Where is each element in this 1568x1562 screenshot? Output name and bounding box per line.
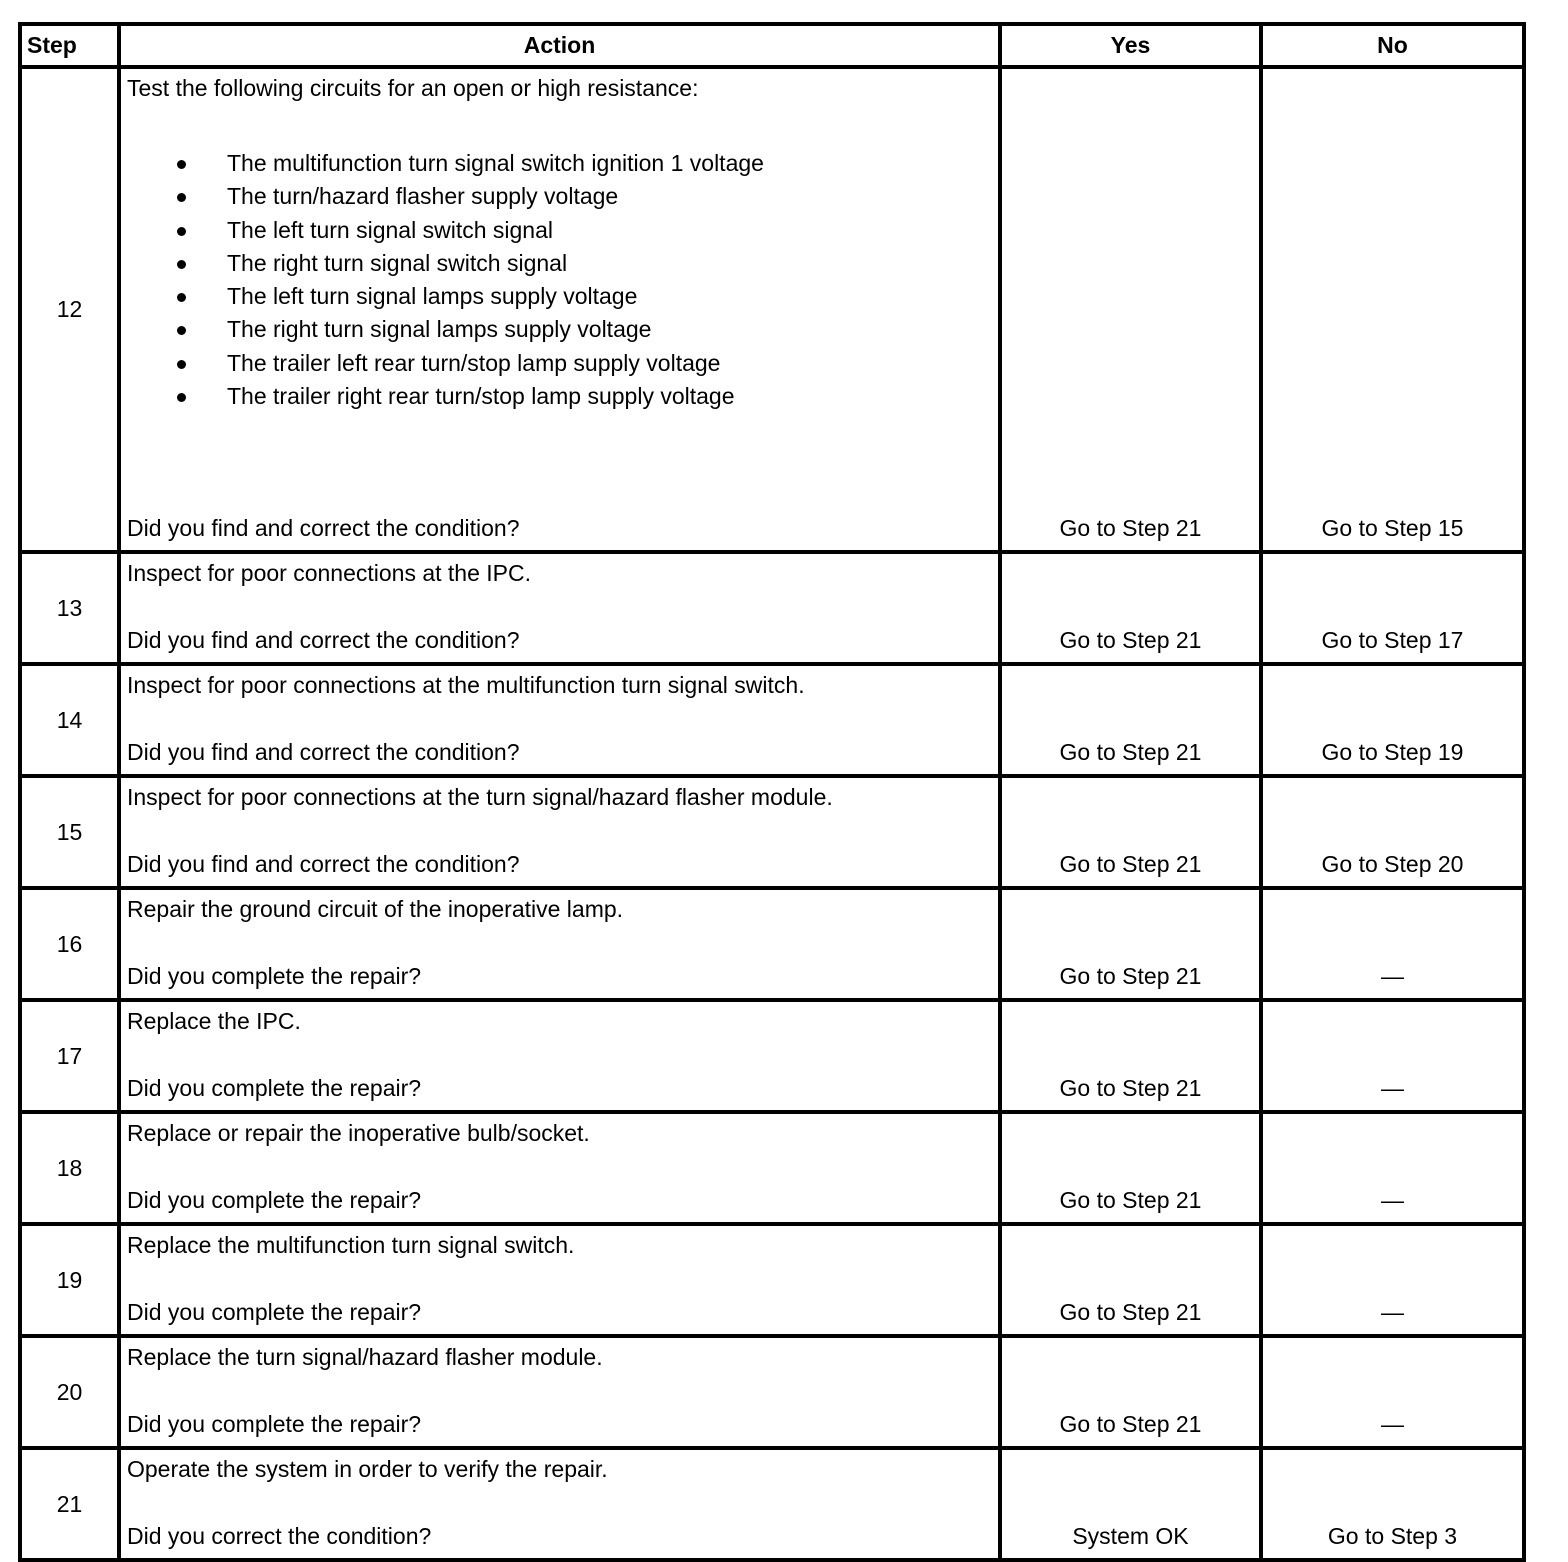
step-number: 14 [20, 664, 119, 776]
action-text: Inspect for poor connections at the IPC. [127, 560, 532, 586]
bullet-icon [177, 360, 186, 369]
header-yes: Yes [1000, 24, 1261, 67]
step-number: 20 [20, 1336, 119, 1448]
action-cell [119, 1112, 1000, 1224]
question-text: Did you find and correct the condition? [127, 515, 520, 541]
action-text: Repair the ground circuit of the inoperative lamp. [127, 896, 624, 922]
question-text: Did you complete the repair? [127, 1411, 422, 1437]
list-item: The right turn signal lamps supply voltage [127, 313, 992, 346]
action-text: Replace the multifunction turn signal switch. [127, 1232, 575, 1258]
step-number: 15 [20, 776, 119, 888]
question-text: Did you complete the repair? [127, 1187, 422, 1213]
question-text: Did you find and correct the condition? [127, 739, 520, 765]
action-cell [119, 1224, 1000, 1336]
table-row-step-19 [20, 1224, 1524, 1336]
list-item: The left turn signal switch signal [127, 214, 992, 247]
action-text: Inspect for poor connections at the multifunction turn signal switch. [127, 672, 805, 698]
table-row-step-18 [20, 1112, 1524, 1224]
step-number: 12 [20, 67, 119, 552]
no-result: — [1261, 1000, 1524, 1112]
list-item: The multifunction turn signal switch ignition 1 voltage [127, 147, 992, 180]
step-number: 17 [20, 1000, 119, 1112]
table-row-step-17 [20, 1000, 1524, 1112]
action-cell [119, 776, 1000, 888]
bullet-icon [177, 193, 186, 202]
yes-result: Go to Step 21 [1000, 664, 1261, 776]
yes-result: Go to Step 21 [1000, 888, 1261, 1000]
circuit-list [127, 147, 992, 413]
table-row-step-15 [20, 776, 1524, 888]
table-row-step-14 [20, 664, 1524, 776]
list-item: The trailer left rear turn/stop lamp supply voltage [127, 347, 992, 380]
step-number: 21 [20, 1448, 119, 1560]
yes-result: Go to Step 21 [1000, 1112, 1261, 1224]
table-row-step-13 [20, 552, 1524, 664]
yes-result: Go to Step 21 [1000, 1000, 1261, 1112]
header-no: No [1261, 24, 1524, 67]
step-number: 13 [20, 552, 119, 664]
question-text: Did you complete the repair? [127, 1075, 422, 1101]
list-item: The trailer right rear turn/stop lamp supply voltage [127, 380, 992, 413]
no-result: Go to Step 3 [1261, 1448, 1524, 1560]
action-text: Replace the IPC. [127, 1008, 301, 1034]
question-text: Did you complete the repair? [127, 963, 422, 989]
action-cell [119, 552, 1000, 664]
step-number: 16 [20, 888, 119, 1000]
no-result: — [1261, 1224, 1524, 1336]
action-cell [119, 67, 1000, 552]
yes-result: Go to Step 21 [1000, 1224, 1261, 1336]
diagnostic-table [18, 22, 1526, 1562]
no-result: — [1261, 888, 1524, 1000]
action-cell [119, 888, 1000, 1000]
action-cell [119, 1448, 1000, 1560]
no-result: Go to Step 19 [1261, 664, 1524, 776]
yes-result: Go to Step 21 [1000, 67, 1261, 552]
header-action: Action [119, 24, 1000, 67]
no-result: — [1261, 1336, 1524, 1448]
question-text: Did you find and correct the condition? [127, 851, 520, 877]
header-row [20, 24, 1524, 67]
yes-result: Go to Step 21 [1000, 1336, 1261, 1448]
no-result: Go to Step 20 [1261, 776, 1524, 888]
list-item: The left turn signal lamps supply voltage [127, 280, 992, 313]
yes-result: Go to Step 21 [1000, 552, 1261, 664]
header-step: Step [20, 24, 119, 67]
action-text: Test the following circuits for an open or high resistance: [127, 75, 699, 101]
action-text: Replace or repair the inoperative bulb/socket. [127, 1120, 590, 1146]
bullet-icon [177, 227, 186, 236]
action-text: Inspect for poor connections at the turn signal/hazard flasher module. [127, 784, 833, 810]
no-result: — [1261, 1112, 1524, 1224]
step-number: 19 [20, 1224, 119, 1336]
list-item: The right turn signal switch signal [127, 247, 992, 280]
action-text: Operate the system in order to verify the repair. [127, 1456, 608, 1482]
action-text: Replace the turn signal/hazard flasher module. [127, 1344, 603, 1370]
bullet-icon [177, 293, 186, 302]
table-row-step-12 [20, 67, 1524, 552]
bullet-icon [177, 393, 186, 402]
bullet-icon [177, 260, 186, 269]
diagnostic-table-sheet [18, 22, 1522, 1562]
table-row-step-21 [20, 1448, 1524, 1560]
table-row-step-20 [20, 1336, 1524, 1448]
action-cell [119, 1000, 1000, 1112]
step-number: 18 [20, 1112, 119, 1224]
list-item: The turn/hazard flasher supply voltage [127, 180, 992, 213]
bullet-icon [177, 160, 186, 169]
action-cell [119, 1336, 1000, 1448]
no-result: Go to Step 17 [1261, 552, 1524, 664]
bullet-icon [177, 326, 186, 335]
yes-result: Go to Step 21 [1000, 776, 1261, 888]
table-row-step-16 [20, 888, 1524, 1000]
question-text: Did you complete the repair? [127, 1299, 422, 1325]
action-cell [119, 664, 1000, 776]
question-text: Did you correct the condition? [127, 1523, 432, 1549]
yes-result: System OK [1000, 1448, 1261, 1560]
question-text: Did you find and correct the condition? [127, 627, 520, 653]
no-result: Go to Step 15 [1261, 67, 1524, 552]
